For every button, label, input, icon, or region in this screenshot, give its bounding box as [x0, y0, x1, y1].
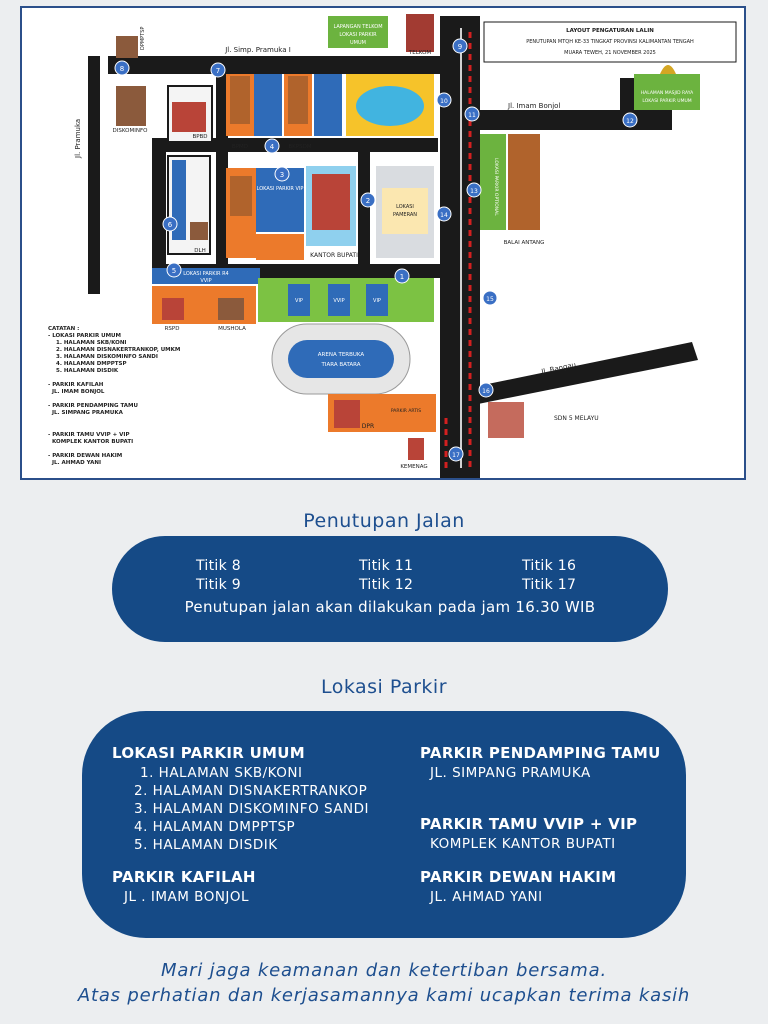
svg-text:LOKASI: LOKASI — [396, 204, 414, 210]
svg-text:5: 5 — [171, 267, 177, 275]
marker-5 — [167, 263, 181, 277]
parking-umum-item: 5. HALAMAN DISDIK — [134, 837, 278, 853]
note-hakim-1: - PARKIR DEWAN HAKIM — [48, 453, 123, 459]
svg-text:13: 13 — [470, 188, 478, 195]
balai-antang-building — [508, 134, 540, 230]
rspd-building — [162, 298, 184, 320]
marker-10 — [437, 93, 451, 107]
parking-umum-item: 2. HALAMAN DISNAKERTRANKOP — [134, 783, 368, 799]
svg-text:LOKASI PARKIR UMUM: LOKASI PARKIR UMUM — [642, 99, 692, 104]
road-imam-bonjol — [472, 110, 672, 130]
road-pramuka — [88, 56, 100, 294]
lokasi-parkir-vip-label: LOKASI PARKIR VIP — [256, 186, 304, 192]
closure-point: Titik 11 — [359, 558, 414, 574]
vip-label-1: VIP — [295, 298, 303, 304]
marker-17 — [449, 447, 463, 461]
marker-1 — [395, 269, 409, 283]
note-pendamping-2: JL. SIMPANG PRAMUKA — [52, 410, 123, 416]
telkom-building — [406, 14, 434, 52]
street-imam-bonjol: Jl. Imam Bonjol — [508, 102, 561, 110]
dpmptsp-label: DPMPTSP — [140, 26, 146, 50]
mushola-label: MUSHOLA — [218, 326, 246, 332]
svg-text:LOKASI PARKIR R4: LOKASI PARKIR R4 — [183, 271, 229, 277]
note-vvip-1: - PARKIR TAMU VVIP + VIP — [48, 432, 130, 438]
parkir-optional — [480, 134, 506, 230]
marker-14 — [437, 207, 451, 221]
marker-16 — [479, 383, 493, 397]
note-kafilah-2: JL. IMAM BONJOL — [52, 389, 105, 395]
parking-umum-item: 4. HALAMAN DMPPTSP — [134, 819, 296, 835]
road-closure-panel — [112, 536, 668, 642]
svg-text:7: 7 — [215, 67, 221, 75]
marker-9 — [453, 39, 467, 53]
bpmd-label: BPMD — [231, 144, 249, 150]
parking-title: Lokasi Parkir — [320, 676, 448, 698]
svg-text:6: 6 — [167, 221, 173, 229]
map-notes — [48, 326, 180, 466]
parking-kafilah-heading: PARKIR KAFILAH — [112, 868, 256, 886]
telkom-label: TELKOM — [408, 50, 432, 56]
closure-point: Titik 8 — [196, 558, 241, 574]
road-bangau — [478, 342, 698, 404]
parking-kafilah-value: JL . IMAM BONJOL — [124, 889, 250, 905]
note-catatan: CATATAN : — [48, 326, 80, 332]
layout-title-box — [484, 22, 736, 62]
mushola-building — [218, 298, 244, 320]
svg-text:2: 2 — [365, 197, 371, 205]
footer-line-1: Mari jaga keamanan dan ketertiban bersama. — [160, 960, 607, 981]
vip-label-2: VIP — [373, 298, 381, 304]
svg-text:11: 11 — [468, 112, 476, 119]
parking-hakim-value: JL. AHMAD YANI — [430, 889, 543, 905]
parkir-optional-label: LOKASI PARKIR OPTIONAL — [493, 158, 498, 216]
arena-terbuka — [288, 340, 394, 378]
buildings — [113, 14, 700, 470]
rspd-label: RSPD — [164, 326, 180, 332]
marker-3 — [275, 167, 289, 181]
sdn5-building — [488, 402, 524, 438]
kemenag-label: KEMENAG — [400, 464, 428, 470]
bpmd-building — [230, 76, 250, 124]
svg-text:12: 12 — [626, 118, 634, 125]
svg-text:17: 17 — [452, 452, 460, 459]
marker-12 — [623, 113, 637, 127]
marker-4 — [265, 139, 279, 153]
parking-umum-item: 3. HALAMAN DISKOMINFO SANDI — [134, 801, 370, 817]
parking-hakim-heading: PARKIR DEWAN HAKIM — [420, 868, 617, 886]
kantor-bupati-label: KANTOR BUPATI — [310, 252, 358, 259]
closure-point: Titik 9 — [196, 577, 241, 593]
diskominfo-building — [116, 86, 146, 126]
closure-time-note: Penutupan jalan akan dilakukan pada jam 16.30 WIB — [184, 598, 596, 616]
marker-6 — [163, 217, 177, 231]
note-umum-5: 5. HALAMAN DISDIK — [56, 368, 119, 374]
road-closure-title: Penutupan Jalan — [303, 510, 465, 532]
layout-title-1: LAYOUT PENGATURAN LALIN — [566, 28, 654, 34]
closure-point: Titik 17 — [522, 577, 577, 593]
svg-text:1: 1 — [399, 273, 405, 281]
arena-label-1: ARENA TERBUKA — [317, 352, 365, 358]
svg-text:HALAMAN MASJID RAYA: HALAMAN MASJID RAYA — [640, 91, 694, 96]
marker-8 — [115, 61, 129, 75]
svg-text:14: 14 — [440, 212, 448, 219]
svg-text:PAMERAN: PAMERAN — [392, 212, 418, 218]
road-pramuka1 — [108, 56, 468, 74]
bkpsdm-label: BKPSDM — [288, 144, 312, 150]
dpmptsp-building — [116, 36, 138, 58]
svg-text:9: 9 — [457, 43, 463, 51]
map-canvas — [22, 8, 744, 478]
street-pramuka1: Jl. Simp. Pramuka I — [225, 46, 291, 54]
dpr-building — [334, 400, 360, 428]
parking-panel — [82, 711, 686, 938]
marker-13 — [467, 183, 481, 197]
lokasi-pameran — [382, 188, 428, 234]
vvip-label: VVIP — [333, 298, 345, 304]
marker-15 — [483, 291, 497, 305]
svg-text:LOKASI PARKIR: LOKASI PARKIR — [339, 32, 377, 38]
svg-text:LAPANGAN TELKOM: LAPANGAN TELKOM — [333, 24, 383, 30]
svg-text:16: 16 — [482, 388, 490, 395]
dlh-building — [190, 222, 208, 240]
parking-umum-item: 1. HALAMAN SKB/KONI — [140, 765, 303, 781]
note-umum-head: - LOKASI PARKIR UMUM — [48, 333, 121, 339]
svg-text:UMUM: UMUM — [350, 40, 366, 46]
parking-pendamping-heading: PARKIR PENDAMPING TAMU — [420, 744, 661, 762]
balai-antang-label: BALAI ANTANG — [503, 240, 545, 246]
dlh-label: DLH — [194, 248, 206, 254]
parking-vvip-heading: PARKIR TAMU VVIP + VIP — [420, 815, 638, 833]
bkpsdm-building — [288, 76, 308, 124]
marker-11 — [465, 107, 479, 121]
traffic-layout-map — [20, 6, 746, 480]
note-umum-3: 3. HALAMAN DISKOMINFO SANDI — [56, 354, 158, 360]
svg-text:VVIP: VVIP — [200, 278, 212, 284]
marker-7 — [211, 63, 225, 77]
kemenag-building — [408, 438, 424, 460]
svg-text:15: 15 — [486, 296, 494, 303]
arena-label-2: TIARA BATARA — [321, 362, 361, 368]
sdn5-label: SDN 5 MELAYU — [554, 415, 599, 422]
note-hakim-2: JL. AHMAD YANI — [52, 460, 101, 466]
parking-pendamping-value: JL. SIMPANG PRAMUKA — [430, 765, 591, 781]
note-umum-4: 4. HALAMAN DMPPTSP — [56, 361, 127, 367]
svg-text:8: 8 — [119, 65, 125, 73]
parking-vvip-value: KOMPLEK KANTOR BUPATI — [430, 836, 616, 852]
bpbd-label: BPBD — [192, 134, 208, 140]
bpbd-building — [172, 102, 206, 132]
note-pendamping-1: - PARKIR PENDAMPING TAMU — [48, 403, 138, 409]
svg-text:3: 3 — [279, 171, 285, 179]
footer-line-2: Atas perhatian dan kerjasamannya kami ucapkan terima kasih — [77, 985, 691, 1006]
note-kafilah-1: - PARKIR KAFILAH — [48, 382, 104, 388]
marker-2 — [361, 193, 375, 207]
note-umum-2: 2. HALAMAN DISNAKERTRANKOP, UMKM — [56, 347, 181, 353]
parking-umum-heading: LOKASI PARKIR UMUM — [112, 744, 305, 762]
pond — [356, 86, 424, 126]
parkir-artis-label: PARKIR ARTIS — [390, 409, 422, 414]
diskominfo-label: DISKOMINFO — [112, 128, 148, 134]
svg-text:10: 10 — [440, 98, 448, 105]
closure-point: Titik 16 — [522, 558, 577, 574]
street-bangau: Jl. Bangau — [540, 360, 577, 376]
note-umum-1: 1. HALAMAN SKB/KONI — [56, 340, 127, 346]
kantor-bupati-building — [312, 174, 350, 230]
note-vvip-2: KOMPLEK KANTOR BUPATI — [52, 439, 134, 445]
svg-text:4: 4 — [269, 143, 275, 151]
street-pramuka: Jl. Pramuka — [74, 118, 82, 158]
layout-title-3: MUARA TEWEH, 21 NOVEMBER 2025 — [564, 50, 656, 56]
layout-title-2: PENUTUPAN MTQH KE-33 TINGKAT PROVINSI KALIMANTAN TENGAH — [526, 39, 694, 45]
closure-point: Titik 12 — [359, 577, 414, 593]
dpr-label: DPR — [361, 423, 375, 430]
